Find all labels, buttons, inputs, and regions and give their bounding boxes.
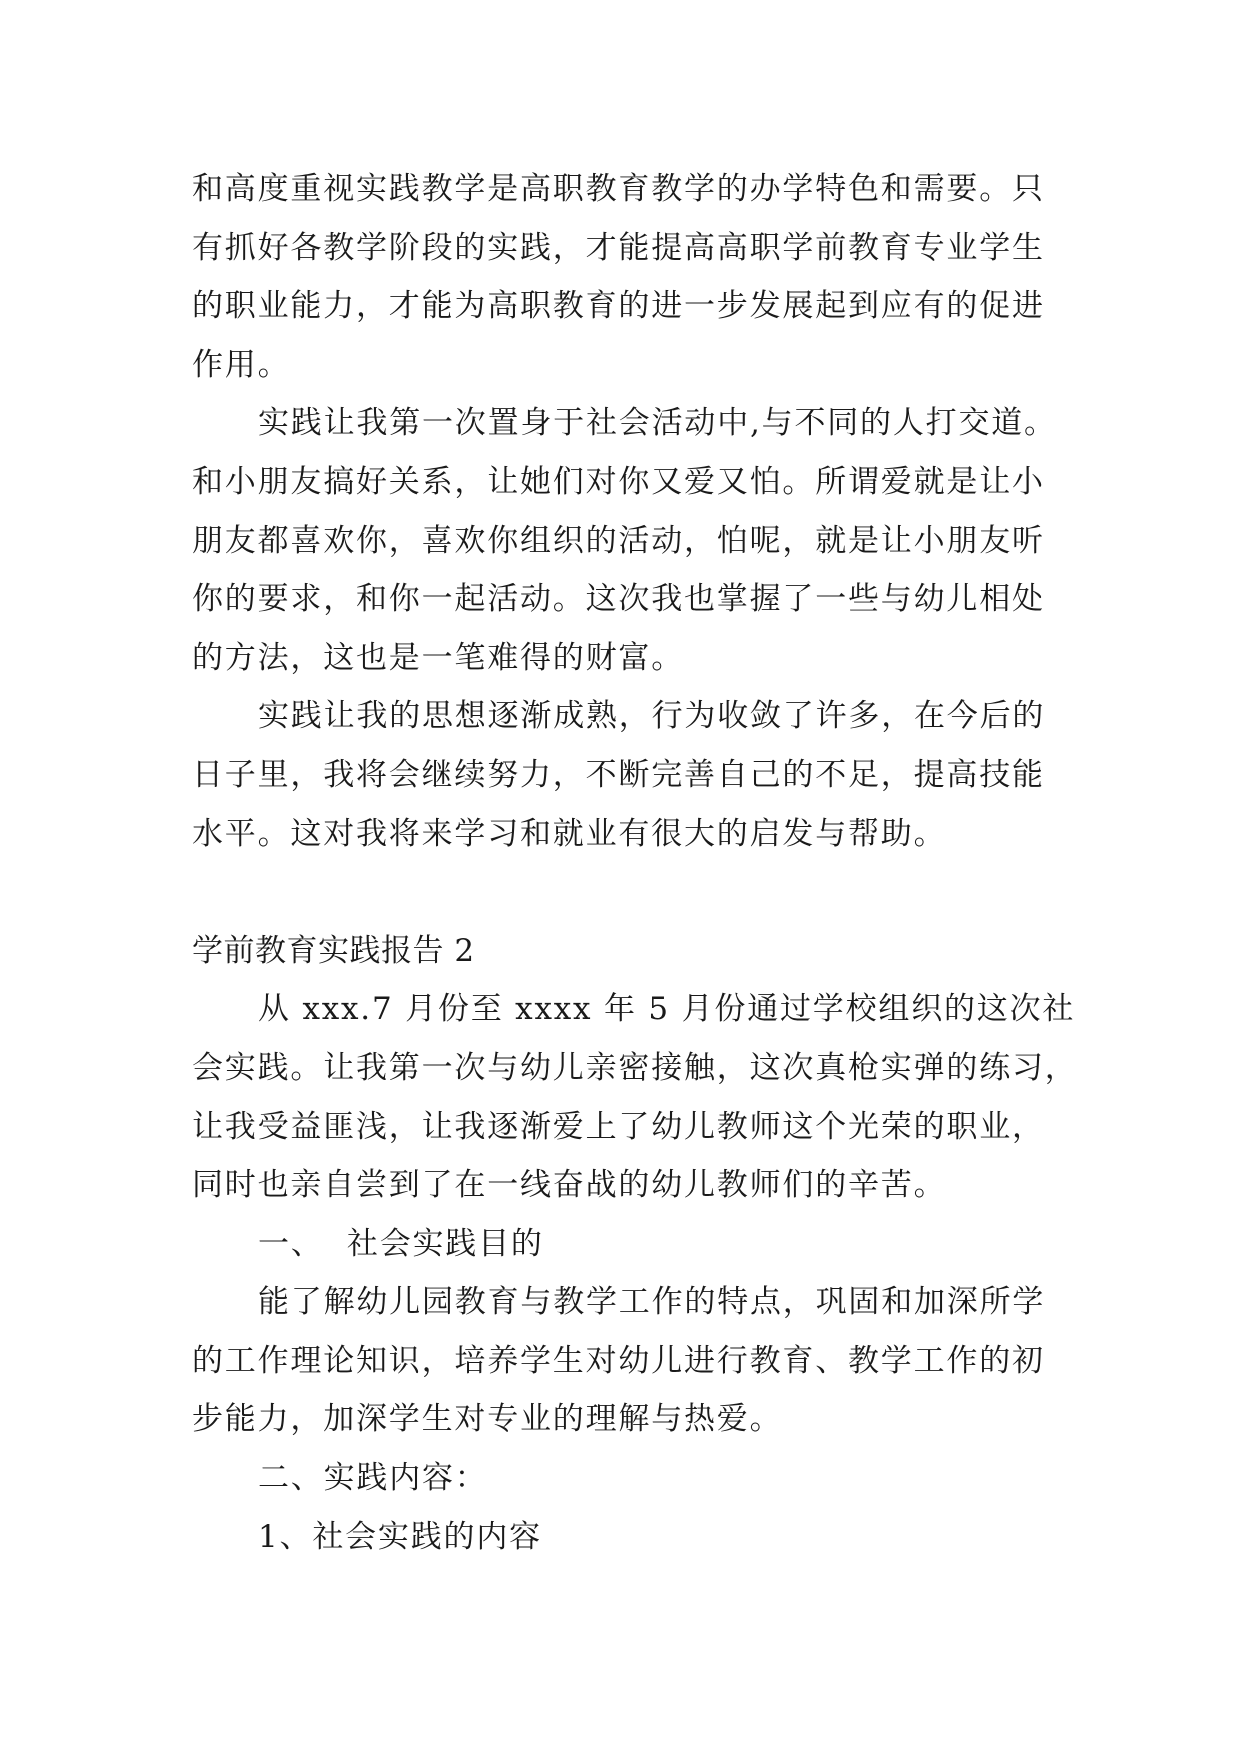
paragraph-practice-mature (192, 687, 1058, 863)
paragraph-continuation (192, 160, 1058, 394)
paragraph-report2-intro (192, 980, 1078, 1214)
paragraph-practice-social (192, 394, 1058, 687)
document-page (192, 160, 1078, 1566)
text-line: 的方法，这也是一笔难得的财富。 (192, 639, 684, 676)
text-line: 从 xxx.7 月份至 xxxx 年 5 月份通过学校组织的这次社 (258, 991, 1076, 1028)
text-line: 水平。这对我将来学习和就业有很大的启发与帮助。 (192, 815, 947, 852)
text-line: 的工作理论知识，培养学生对幼儿进行教育、教学工作的初 (192, 1342, 1045, 1379)
text-line: 同时也亲自尝到了在一线奋战的幼儿教师们的辛苦。 (192, 1167, 947, 1204)
subsection-heading-social-content: 1、社会实践的内容 (258, 1518, 542, 1555)
text-line: 实践让我第一次置身于社会活动中,与不同的人打交道。 (258, 405, 1057, 442)
text-line: 和高度重视实践教学是高职教育教学的办学特色和需要。只 (192, 171, 1045, 207)
text-line: 和小朋友搞好关系，让她们对你又爱又怕。所谓爱就是让小 (192, 463, 1045, 500)
text-line: 步能力，加深学生对专业的理解与热爱。 (192, 1401, 783, 1438)
text-line: 的职业能力，才能为高职教育的进一步发展起到应有的促进 (192, 288, 1045, 325)
text-line: 会实践。让我第一次与幼儿亲密接触，这次真枪实弹的练习， (192, 1049, 1078, 1086)
paragraph-purpose (192, 1273, 1058, 1449)
section-heading-content: 二、实践内容： (258, 1460, 488, 1497)
text-line: 有抓好各教学阶段的实践，才能提高高职学前教育专业学生 (192, 229, 1045, 266)
section-heading-purpose: 一、 社会实践目的 (258, 1225, 544, 1262)
text-line: 实践让我的思想逐渐成熟，行为收敛了许多，在今后的 (258, 698, 1046, 735)
text-line: 作用。 (192, 346, 291, 383)
blank-line (192, 863, 1058, 922)
text-line: 让我受益匪浅，让我逐渐爱上了幼儿教师这个光荣的职业， (192, 1108, 1045, 1145)
text-line: 朋友都喜欢你，喜欢你组织的活动，怕呢，就是让小朋友听 (192, 522, 1045, 559)
text-line: 日子里，我将会继续努力，不断完善自己的不足，提高技能 (192, 756, 1045, 793)
report-2-title: 学前教育实践报告 2 (192, 932, 475, 969)
text-line: 能了解幼儿园教育与教学工作的特点，巩固和加深所学 (258, 1284, 1046, 1321)
text-line: 你的要求，和你一起活动。这次我也掌握了一些与幼儿相处 (192, 581, 1045, 618)
